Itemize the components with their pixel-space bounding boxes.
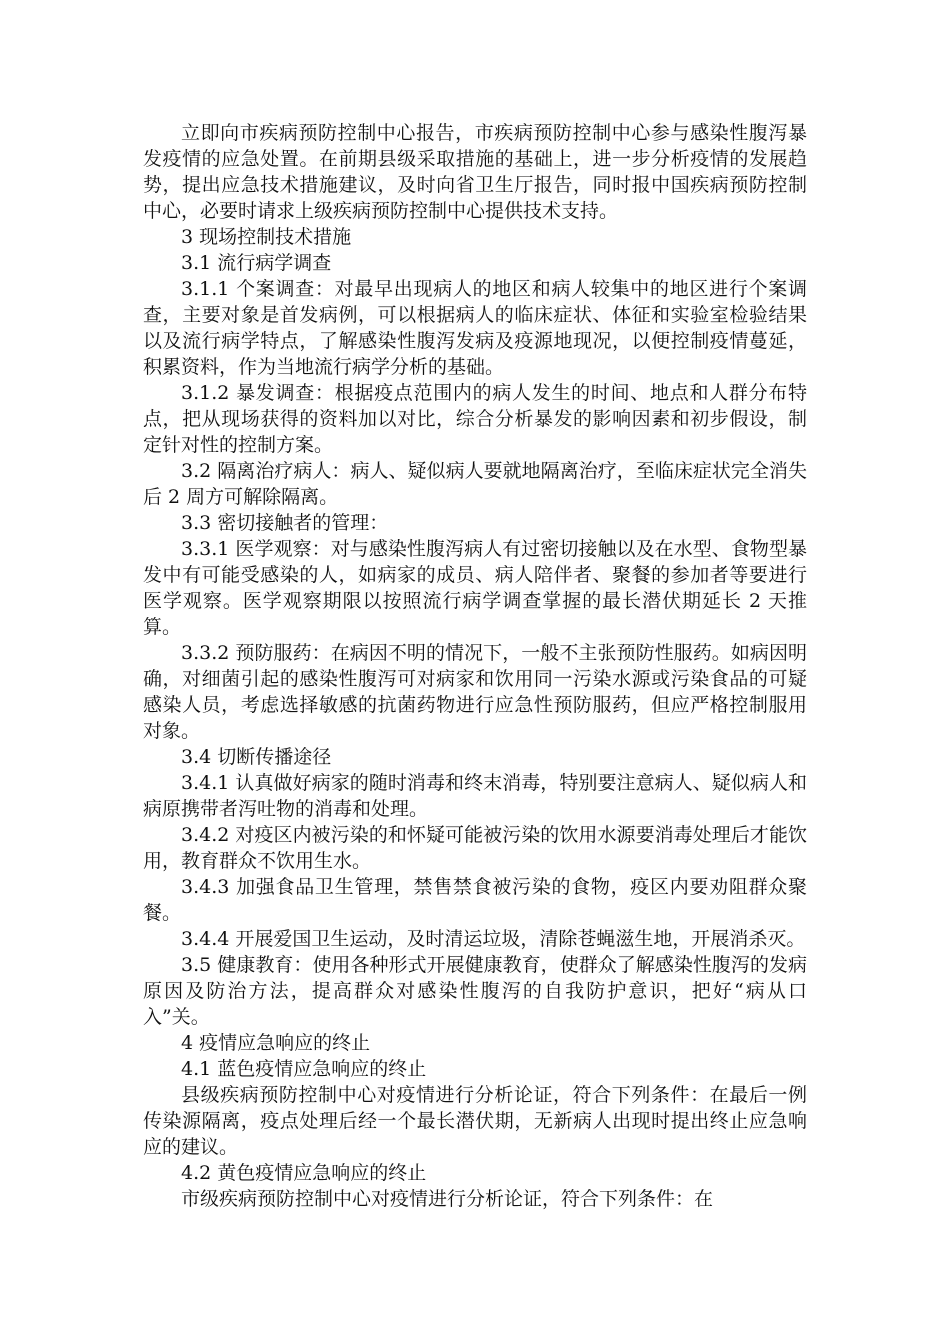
body-paragraph: 立即向市疾病预防控制中心报告，市疾病预防控制中心参与感染性腹泻暴发疫情的应急处置。在前期县级采取措施的基础上，进一步分析疫情的发展趋势，提出应急技术措施建议，及时向省卫生厅报告，同时报中国疾病预防控制中心，必要时请求上级疾病预防控制中心提供技术支持。 (143, 122, 807, 222)
body-paragraph: 3.1.1 个案调查：对最早出现病人的地区和病人较集中的地区进行个案调查，主要对象是首发病例，可以根据病人的临床症状、体征和实验室检验结果以及流行病学特点，了解感染性腹泻发病及疫源地现况，以便控制疫情蔓延，积累资料，作为当地流行病学分析的基础。 (143, 278, 807, 378)
body-paragraph: 3.3.2 预防服药：在病因不明的情况下，一般不主张预防性服药。如病因明确，对细菌引起的感染性腹泻可对病家和饮用同一污染水源或污染食品的可疑感染人员，考虑选择敏感的抗菌药物进行应急性预防服药，但应严格控制服用对象。 (143, 642, 807, 742)
body-paragraph: 3.1.2 暴发调查：根据疫点范围内的病人发生的时间、地点和人群分布特点，把从现场获得的资料加以对比，综合分析暴发的影响因素和初步假设，制定针对性的控制方案。 (143, 382, 807, 456)
subsection-heading: 4.1 蓝色疫情应急响应的终止 (181, 1058, 427, 1080)
body-paragraph: 3.4.4 开展爱国卫生运动，及时清运垃圾，清除苍蝇滋生地，开展消杀灭。 (181, 928, 806, 950)
body-paragraph: 县级疾病预防控制中心对疫情进行分析论证，符合下列条件：在最后一例传染源隔离，疫点处理后经一个最长潜伏期，无新病人出现时提出终止应急响应的建议。 (143, 1084, 807, 1158)
document-page (143, 120, 807, 1212)
body-paragraph: 3.4.3 加强食品卫生管理，禁售禁食被污染的食物，疫区内要劝阻群众聚餐。 (143, 876, 807, 924)
section-heading: 3 现场控制技术措施 (181, 226, 352, 248)
body-paragraph: 3.4.1 认真做好病家的随时消毒和终末消毒，特别要注意病人、疑似病人和病原携带者泻吐物的消毒和处理。 (143, 772, 807, 820)
subsection-heading: 3.1 流行病学调查 (181, 252, 332, 274)
subsection-heading: 3.4 切断传播途径 (181, 746, 332, 768)
body-paragraph: 3.4.2 对疫区内被污染的和怀疑可能被污染的饮用水源要消毒处理后才能饮用，教育群众不饮用生水。 (143, 824, 807, 872)
body-paragraph: 3.3.1 医学观察：对与感染性腹泻病人有过密切接触以及在水型、食物型暴发中有可能受感染的人，如病家的成员、病人陪伴者、聚餐的参加者等要进行医学观察。医学观察期限以按照流行病学调查掌握的最长潜伏期延长 2 天推算。 (143, 538, 807, 638)
body-paragraph: 3.5 健康教育：使用各种形式开展健康教育，使群众了解感染性腹泻的发病原因及防治方法，提高群众对感染性腹泻的自我防护意识，把好“病从口入”关。 (143, 954, 807, 1028)
subsection-heading: 3.3 密切接触者的管理： (181, 512, 389, 534)
section-heading: 4 疫情应急响应的终止 (181, 1032, 371, 1054)
body-paragraph: 市级疾病预防控制中心对疫情进行分析论证，符合下列条件：在 (181, 1188, 714, 1210)
subsection-heading: 4.2 黄色疫情应急响应的终止 (181, 1162, 427, 1184)
body-paragraph: 3.2 隔离治疗病人：病人、疑似病人要就地隔离治疗，至临床症状完全消失后 2 周方可解除隔离。 (143, 460, 807, 508)
